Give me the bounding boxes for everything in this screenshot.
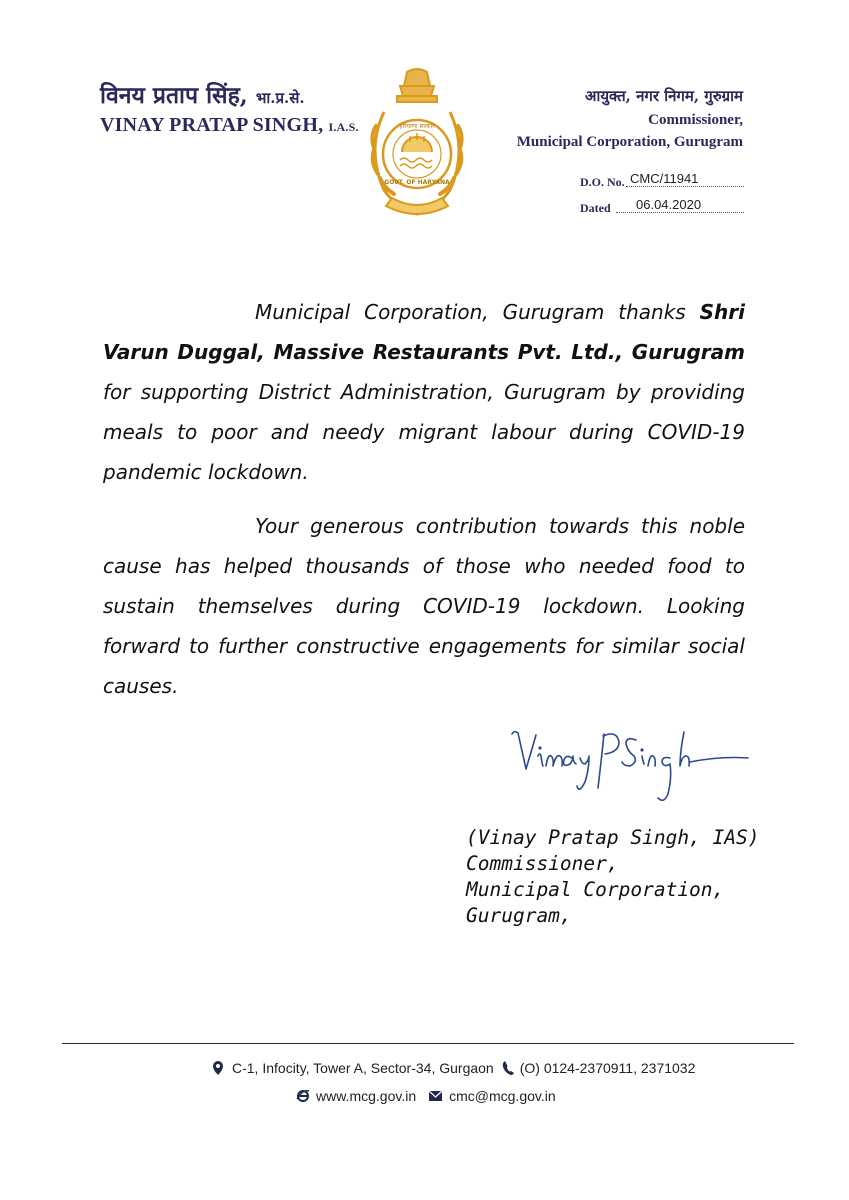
recipient-name: Shri Varun Duggal, Massive Restaurants Pvt. Ltd., Gurugram xyxy=(103,300,746,364)
do-number-dotted-line xyxy=(626,186,744,187)
paragraph-1-start: Municipal Corporation, Gurugram thanks xyxy=(255,300,686,324)
officer-name-hindi-text: विनय प्रताप सिंह, xyxy=(100,82,248,109)
footer-address-row xyxy=(212,1060,695,1076)
web-browser-icon xyxy=(296,1089,310,1103)
signatory-block xyxy=(466,825,760,929)
dated-value: 06.04.2020 xyxy=(636,197,702,212)
do-number-value: CMC/11941 xyxy=(630,171,699,186)
dated-label: Dated xyxy=(580,201,611,215)
footer-contact-row xyxy=(296,1088,556,1104)
letter-paragraph-2 xyxy=(103,506,745,706)
officer-name-english-text: VINAY PRATAP SINGH, xyxy=(100,114,324,136)
do-number-row xyxy=(580,170,744,190)
signatory-designation: Commissioner, xyxy=(466,852,619,875)
signatory-name: (Vinay Pratap Singh, IAS) xyxy=(466,826,760,849)
footer-divider xyxy=(62,1043,794,1044)
designation-english-line2: Municipal Corporation, Gurugram xyxy=(516,134,743,150)
footer-website[interactable]: www.mcg.gov.in xyxy=(316,1088,417,1104)
officer-name-english xyxy=(100,114,359,137)
designation-hindi: आयुक्त, नगर निगम, गुरुग्राम xyxy=(585,87,743,105)
footer-address: C-1, Infocity, Tower A, Sector-34, Gurgaon xyxy=(232,1060,494,1076)
phone-icon xyxy=(502,1060,514,1076)
footer-phone: (O) 0124-2370911, 2371032 xyxy=(519,1060,696,1076)
do-number-label: D.O. No. xyxy=(580,175,625,189)
location-pin-icon xyxy=(212,1060,224,1076)
emblem-text-bottom: GOVT. OF HARYANA xyxy=(384,179,450,186)
signature-text: Vinay P Singh xyxy=(508,806,516,807)
handwritten-signature xyxy=(508,722,750,808)
paragraph-1-end: for supporting District Administration, Gurugram by providing meals to poor and needy migrant labour during COVID-19 pandemic lockdown. xyxy=(103,380,745,484)
footer-email[interactable]: cmc@mcg.gov.in xyxy=(449,1088,556,1104)
designation-english-line1: Commissioner, xyxy=(648,112,743,128)
signatory-city: Gurugram, xyxy=(466,904,572,927)
officer-service-english: I.A.S. xyxy=(328,120,359,134)
officer-name-hindi xyxy=(100,78,305,110)
letter-paragraph-1 xyxy=(103,292,745,492)
haryana-emblem-icon xyxy=(362,66,472,218)
dated-dotted-line xyxy=(616,212,744,213)
officer-service-hindi: भा.प्र.से. xyxy=(255,89,305,107)
emblem-text-top: हरियाणा सरकार xyxy=(399,123,435,130)
email-envelope-icon xyxy=(428,1090,443,1102)
dated-row xyxy=(580,196,744,216)
paragraph-2-text: Your generous contribution towards this noble cause has helped thousands of those who needed food to sustain themselves during COVID-19 lockdown. Looking forward to further constructive engagements for similar social causes. xyxy=(103,514,745,698)
signatory-organisation: Municipal Corporation, xyxy=(466,878,725,901)
